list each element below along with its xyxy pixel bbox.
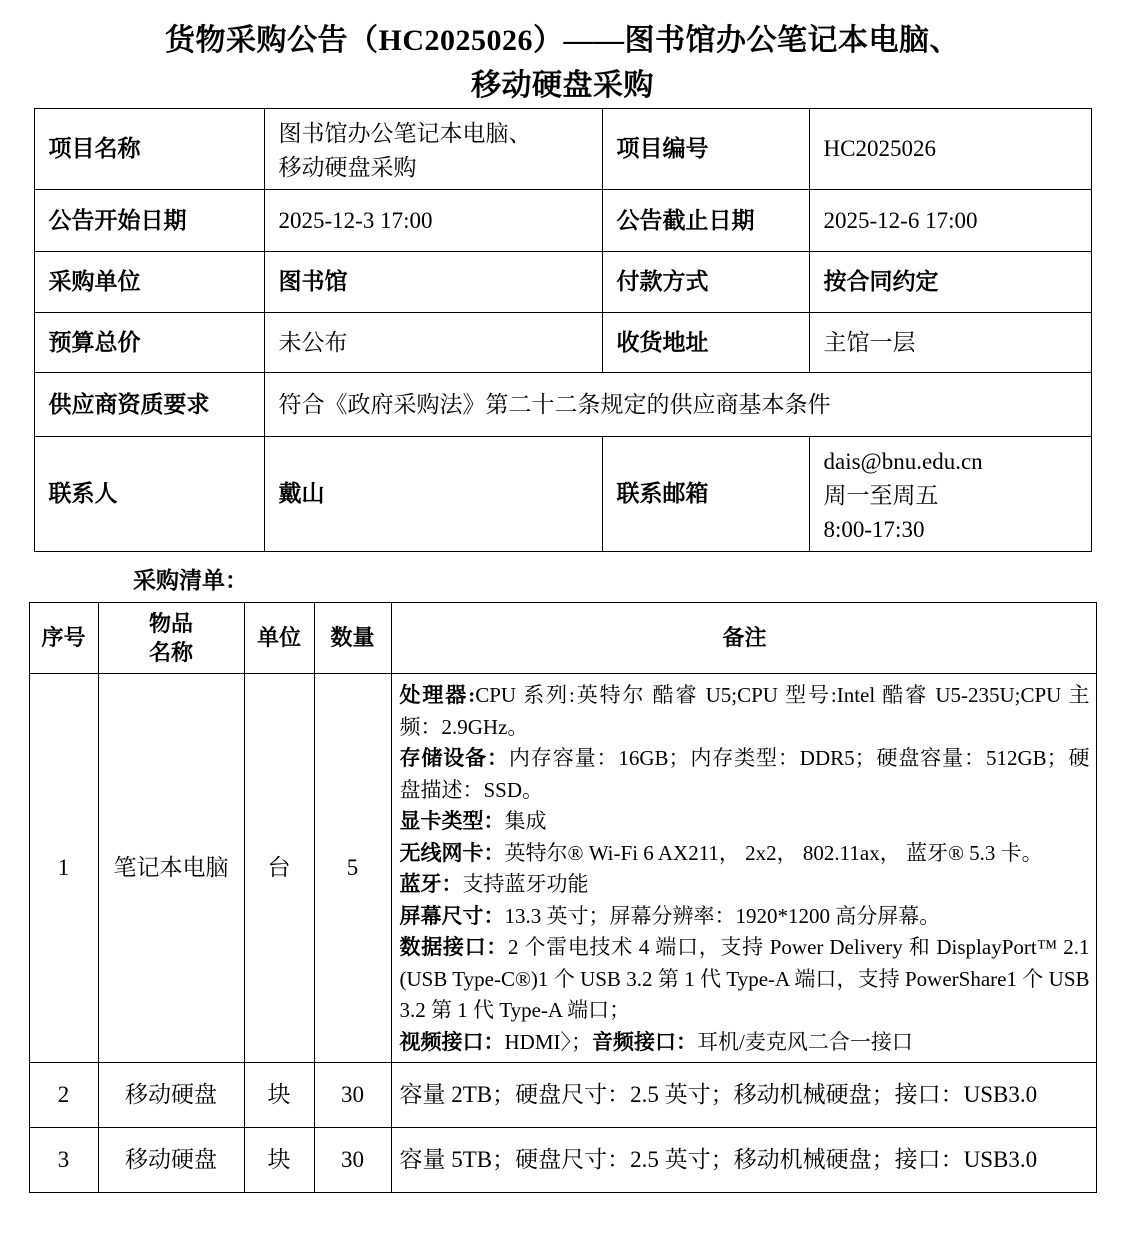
spec-value-data-ports: 2 个雷电技术 4 端口，支持 Power Delivery 和 DisplayPort™ 2.1 (USB Type-C®)1 个 USB 3.2 第 1 代 Type-A 端口，支持 PowerShare1 个 USB 3.2 第 1 代 Type-A 端口； [399,935,1090,1022]
info-value-payment-method: 按合同约定 [809,252,1091,313]
spec-key-gpu: 显卡类型： [399,809,505,833]
spec-key-screen: 屏幕尺寸： [399,903,505,928]
purchase-list-caption: 采购清单： [133,568,248,593]
info-value-delivery-address: 主馆一层 [809,313,1091,373]
table-row [29,674,1096,1063]
spec-line-processor [400,680,1090,743]
item-unit: 台 [244,674,314,1063]
item-unit: 块 [244,1063,314,1128]
info-label-end-date: 公告截止日期 [602,190,809,252]
table-row [34,437,1091,552]
page-title-line-2: 移动硬盘采购 [471,69,654,102]
column-header-quantity: 数量 [314,603,391,674]
item-seq: 2 [29,1063,98,1128]
table-row [29,1063,1096,1128]
project-info-table [34,108,1092,552]
spec-line-storage [400,743,1090,806]
column-header-item-name-line-2: 名称 [148,640,193,665]
item-quantity: 5 [314,674,391,1063]
spec-key-bluetooth: 蓝牙： [399,872,463,896]
table-row [34,373,1091,437]
info-label-project-name: 项目名称 [34,109,264,190]
spec-line-bluetooth [400,869,1090,901]
spec-line-wireless [400,838,1090,870]
spec-line-screen [400,901,1090,933]
item-seq: 1 [29,674,98,1063]
info-value-contact-email [809,437,1091,552]
spec-value-processor: CPU 系列:英特尔 酷睿 U5;CPU 型号:Intel 酷睿 U5-235U;CPU 主频：2.9GHz。 [399,683,1090,739]
table-row [29,1128,1096,1193]
project-name-line-1: 图书馆办公笔记本电脑、 [278,121,532,146]
spec-line-gpu [400,806,1090,838]
spec-value-wireless: 英特尔® Wi-Fi 6 AX211， 2x2， 802.11ax， 蓝牙® 5.3 卡。 [504,840,1043,865]
item-unit: 块 [244,1128,314,1193]
info-value-project-number: HC2025026 [809,109,1091,190]
spec-value-audio-port: 耳机/麦克风二合一接口 [697,1029,913,1054]
item-name: 移动硬盘 [98,1128,244,1193]
spec-line-video-audio [400,1027,1090,1059]
item-note: 容量 2TB；硬盘尺寸：2.5 英寸；移动机械硬盘；接口：USB3.0 [391,1063,1096,1128]
spec-key-video-port: 视频接口： [399,1029,505,1054]
table-header-row [29,603,1096,674]
spec-key-audio-port: 音频接口： [592,1029,697,1054]
spec-key-wireless: 无线网卡： [399,840,505,865]
laptop-spec-block [400,680,1090,1058]
info-label-payment-method: 付款方式 [602,252,809,313]
info-value-supplier-qualification: 符合《政府采购法》第二十二条规定的供应商基本条件 [264,373,1091,437]
item-seq: 3 [29,1128,98,1193]
spec-line-data-ports [400,932,1090,1027]
info-label-start-date: 公告开始日期 [34,190,264,252]
table-row [34,190,1091,252]
table-row [34,109,1091,190]
item-quantity: 30 [314,1063,391,1128]
info-label-delivery-address: 收货地址 [602,313,809,373]
item-note: 容量 5TB；硬盘尺寸：2.5 英寸；移动机械硬盘；接口：USB3.0 [391,1128,1096,1193]
item-name: 移动硬盘 [98,1063,244,1128]
info-value-project-name [264,109,602,190]
info-label-project-number: 项目编号 [602,109,809,190]
purchase-items-table [29,602,1097,1193]
spec-value-gpu: 集成 [504,809,547,833]
column-header-item-name [98,603,244,674]
info-label-purchasing-unit: 采购单位 [34,252,264,313]
spec-key-storage: 存储设备： [399,746,509,770]
info-value-budget: 未公布 [264,313,602,373]
item-quantity: 30 [314,1128,391,1193]
info-label-contact-person: 联系人 [34,437,264,552]
contact-office-days: 周一至周五 [823,483,939,508]
project-name-line-2: 移动硬盘采购 [278,155,417,180]
info-value-start-date: 2025-12-3 17:00 [264,190,602,252]
page-title [43,0,1083,108]
column-header-unit: 单位 [244,603,314,674]
item-name: 笔记本电脑 [98,674,244,1063]
info-label-supplier-qualification: 供应商资质要求 [34,373,264,437]
column-header-note: 备注 [391,603,1096,674]
info-label-budget: 预算总价 [34,313,264,373]
info-value-contact-person: 戴山 [264,437,602,552]
spec-key-data-ports: 数据接口： [399,935,508,959]
table-row [34,313,1091,373]
contact-email-address[interactable]: dais@bnu.edu.cn [823,449,983,474]
info-label-contact-email: 联系邮箱 [602,437,809,552]
spec-value-video-port: HDMI〉； [504,1029,592,1054]
spec-key-processor: 处理器: [399,683,476,707]
column-header-seq: 序号 [29,603,98,674]
page-title-line-1: 货物采购公告（HC2025026）——图书馆办公笔记本电脑、 [165,24,960,57]
table-row [34,252,1091,313]
spec-value-screen: 13.3 英寸；屏幕分辨率：1920*1200 高分屏幕。 [504,903,941,928]
spec-value-storage: 内存容量：16GB；内存类型：DDR5；硬盘容量：512GB；硬盘描述：SSD。 [399,746,1090,802]
spec-value-bluetooth: 支持蓝牙功能 [462,872,589,896]
info-value-purchasing-unit: 图书馆 [264,252,602,313]
info-value-end-date: 2025-12-6 17:00 [809,190,1091,252]
contact-office-hours: 8:00-17:30 [823,517,925,542]
item-note [391,674,1096,1063]
column-header-item-name-line-1: 物品 [148,611,193,636]
